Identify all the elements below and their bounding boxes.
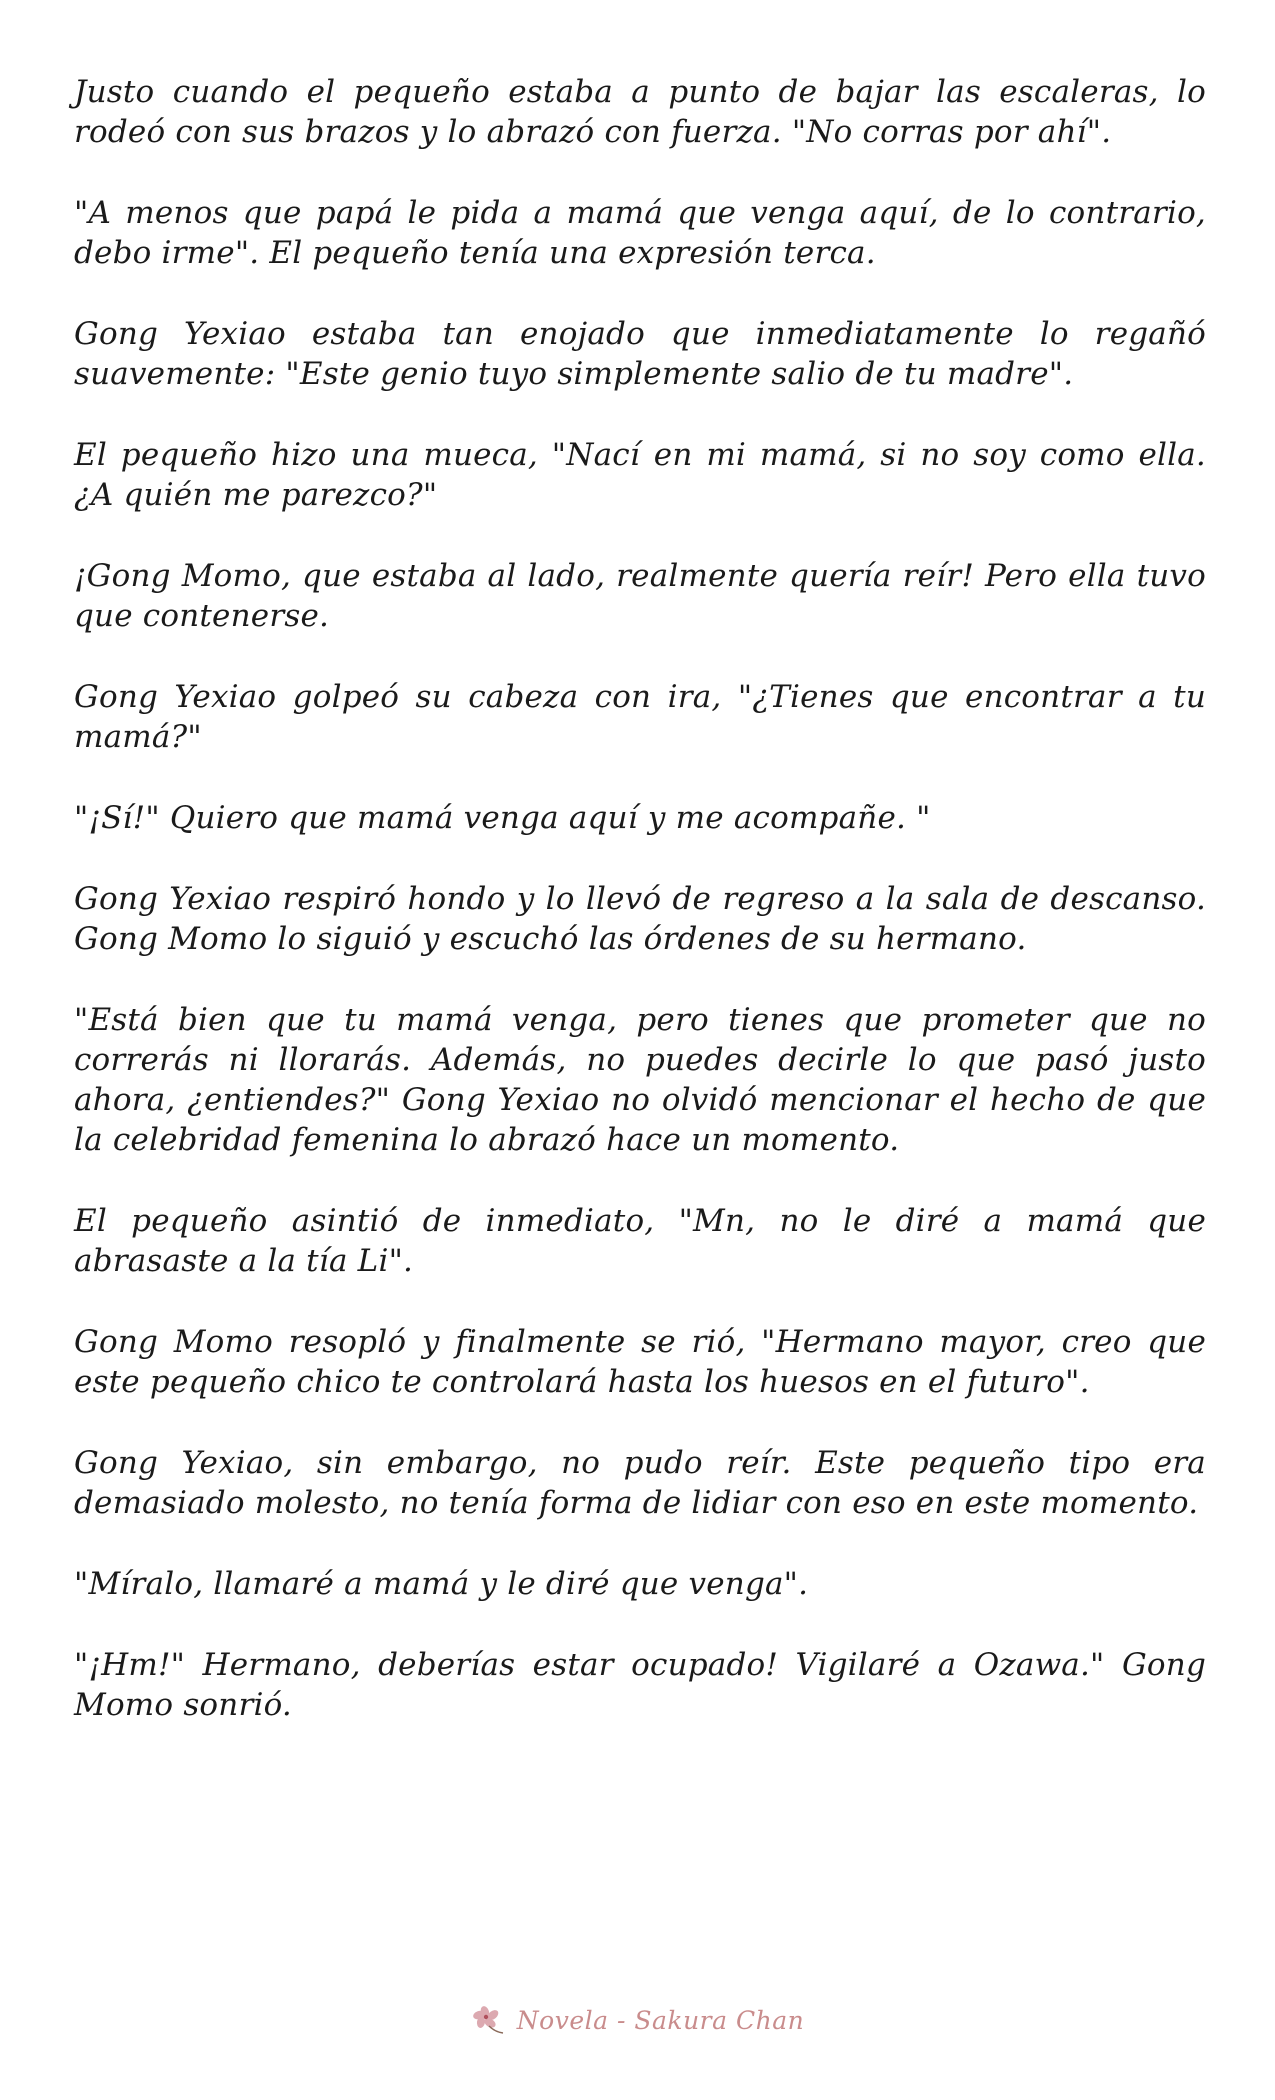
paragraph: Gong Yexiao respiró hondo y lo llevó de regreso a la sala de descanso. Gong Momo lo siguió y escuchó las órdenes de su hermano. bbox=[74, 881, 1206, 957]
paragraph: "¡Sí!" Quiero que mamá venga aquí y me acompañe. " bbox=[74, 800, 931, 836]
paragraph: ¡Gong Momo, que estaba al lado, realmente quería reír! Pero ella tuvo que contenerse. bbox=[74, 558, 1206, 634]
paragraph: "¡Hm!" Hermano, deberías estar ocupado! Vigilaré a Ozawa." Gong Momo sonrió. bbox=[74, 1647, 1206, 1723]
paragraph: El pequeño hizo una mueca, "Nací en mi mamá, si no soy como ella. ¿A quién me parezco?" bbox=[74, 437, 1206, 513]
paragraph: Gong Yexiao estaba tan enojado que inmediatamente lo regañó suavemente: "Este genio tuyo simplemente salio de tu madre". bbox=[74, 316, 1206, 392]
paragraph: "Está bien que tu mamá venga, pero tienes que prometer que no correrás ni llorarás. Además, no puedes decirle lo que pasó justo ahora, ¿entiendes?" Gong Yexiao no olvidó mencionar el hecho de que la celebridad femenina lo abrazó hace un momento. bbox=[74, 1002, 1206, 1158]
paragraph: Gong Yexiao golpeó su cabeza con ira, "¿Tienes que encontrar a tu mamá?" bbox=[74, 679, 1206, 755]
watermark bbox=[459, 1996, 816, 2044]
paragraph: "A menos que papá le pida a mamá que venga aquí, de lo contrario, debo irme". El pequeño tenía una expresión terca. bbox=[74, 195, 1206, 271]
watermark-footer bbox=[0, 1990, 1275, 2050]
paragraph: Gong Momo resopló y finalmente se rió, "Hermano mayor, creo que este pequeño chico te controlará hasta los huesos en el futuro". bbox=[74, 1324, 1206, 1400]
watermark-text: Novela - Sakura Chan bbox=[516, 2005, 805, 2035]
paragraph: Justo cuando el pequeño estaba a punto de bajar las escaleras, lo rodeó con sus brazos y lo abrazó con fuerza. "No corras por ahí". bbox=[74, 74, 1206, 150]
paragraph: El pequeño asintió de inmediato, "Mn, no le diré a mamá que abrasaste a la tía Li". bbox=[74, 1203, 1206, 1279]
paragraph: Gong Yexiao, sin embargo, no pudo reír. Este pequeño tipo era demasiado molesto, no tenía forma de lidiar con eso en este momento. bbox=[74, 1445, 1206, 1521]
paragraph: "Míralo, llamaré a mamá y le diré que venga". bbox=[74, 1566, 809, 1602]
document-body bbox=[74, 72, 1206, 1766]
sakura-flower-icon bbox=[471, 2002, 507, 2038]
